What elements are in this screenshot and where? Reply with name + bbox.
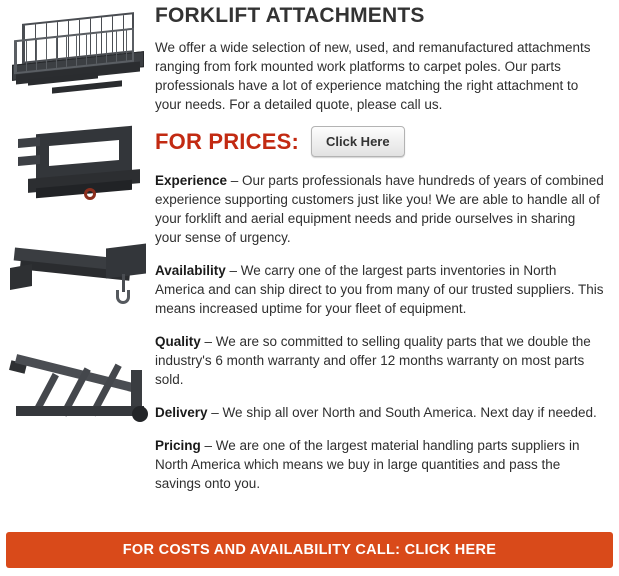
truss-ramp-image: [4, 336, 152, 428]
feature-pricing: [155, 436, 605, 493]
intro-paragraph: We offer a wide selection of new, used, and remanufactured attachments ranging from fork mounted work platforms to carpet poles. Our parts professionals have a lot of experience matching the right attachment to your needs. For a detailed quote, please call us.: [155, 40, 591, 112]
for-prices-label: FOR PRICES:: [155, 128, 299, 154]
feature-delivery-text: – We ship all over North and South America. Next day if needed.: [207, 405, 597, 420]
feature-quality-text: – We are so committed to selling quality parts that we double the industry's 6 month warranty and offer 12 months warranty on most parts sold.: [155, 334, 591, 387]
feature-experience-text: – Our parts professionals have hundreds of years of combined experience supporting customers just like you! We are able to handle all of your forklift and aerial equipment needs and pride ourselves in sharing your sense of urgency.: [155, 173, 604, 245]
text-column: [155, 0, 619, 507]
feature-quality-heading: Quality: [155, 334, 201, 349]
feature-delivery: [155, 403, 605, 422]
feature-quality: [155, 332, 605, 389]
feature-experience-heading: Experience: [155, 173, 228, 188]
fork-mounted-frame-image: [4, 116, 152, 208]
fork-mounted-work-platform-image: [4, 6, 152, 98]
prices-row: [155, 126, 605, 157]
feature-availability-text: – We carry one of the largest parts inventories in North America and can ship direct to you from many of our trusted suppliers. This means increased uptime for your fleet of equipment.: [155, 263, 604, 316]
feature-delivery-heading: Delivery: [155, 405, 208, 420]
page-title: FORKLIFT ATTACHMENTS: [155, 4, 425, 27]
feature-availability: [155, 261, 605, 318]
click-here-button[interactable]: Click Here: [311, 126, 405, 157]
feature-availability-heading: Availability: [155, 263, 226, 278]
boom-jib-hook-image: [4, 226, 152, 318]
feature-pricing-heading: Pricing: [155, 438, 201, 453]
feature-experience: [155, 171, 605, 247]
product-image-column: [0, 0, 155, 507]
feature-pricing-text: – We are one of the largest material handling parts suppliers in North America which means we buy in large quantities and pass the savings onto you.: [155, 438, 580, 491]
cta-call-bar[interactable]: FOR COSTS AND AVAILABILITY CALL: CLICK HERE: [6, 532, 613, 568]
